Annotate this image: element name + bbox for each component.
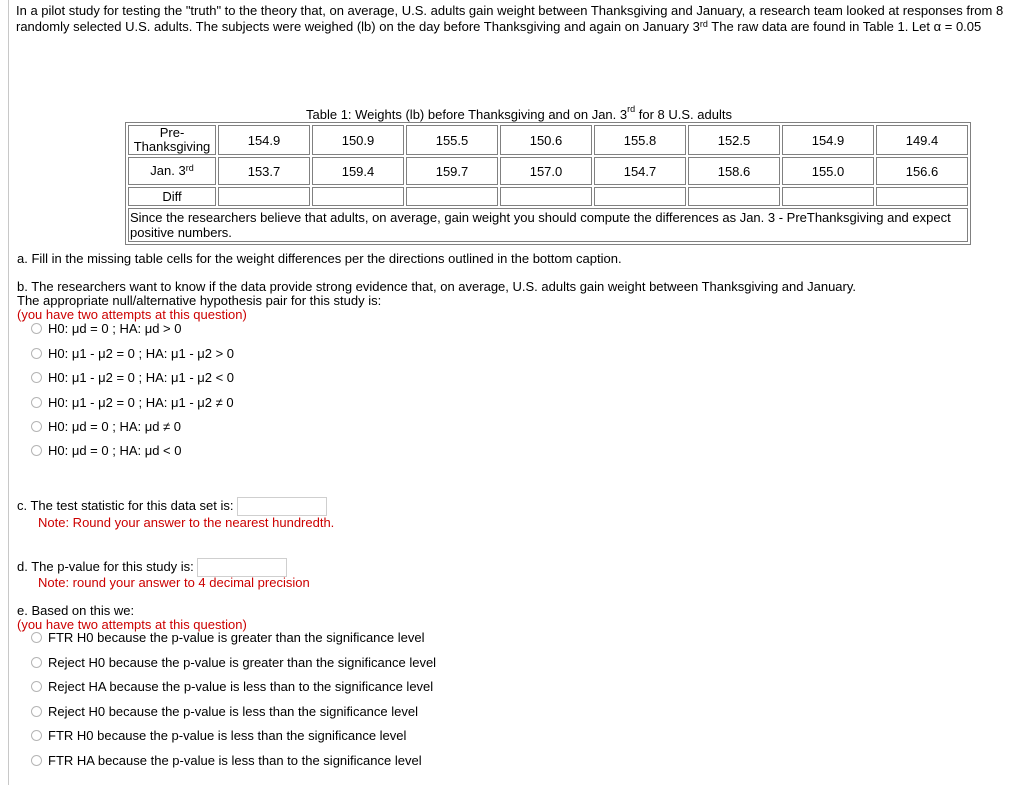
part-c-label: c. The test statistic for this data set is: <box>17 497 234 513</box>
hypothesis-option-4[interactable]: H0: μ1 - μ2 = 0 ; HA: μ1 - μ2 ≠ 0 <box>31 394 234 412</box>
diff-input-cell[interactable] <box>218 187 310 206</box>
table-cell: 158.6 <box>688 157 780 185</box>
table-cell: 159.7 <box>406 157 498 185</box>
table-cell: 149.4 <box>876 125 968 155</box>
table-footer-note: Since the researchers believe that adults, on average, gain weight you should compute the differences as Jan. 3 - PreThanksgiving and expect positive numbers. <box>128 208 968 242</box>
radio-icon[interactable] <box>31 706 42 717</box>
table-row-jan-3 <box>128 157 968 185</box>
radio-icon[interactable] <box>31 632 42 643</box>
table-cell: 159.4 <box>312 157 404 185</box>
table-cell: 154.7 <box>594 157 686 185</box>
table-cell: 155.5 <box>406 125 498 155</box>
hypothesis-option-5[interactable]: H0: μd = 0 ; HA: μd ≠ 0 <box>31 418 181 436</box>
radio-icon[interactable] <box>31 348 42 359</box>
table-caption: Table 1: Weights (lb) before Thanksgiving and on Jan. 3rd for 8 U.S. adults <box>306 104 732 122</box>
radio-icon[interactable] <box>31 397 42 408</box>
part-b-question: b. The researchers want to know if the data provide strong evidence that, on average, U.S. adults gain weight between Thanksgiving and January. <box>17 279 857 294</box>
radio-icon[interactable] <box>31 421 42 432</box>
table-cell: 155.0 <box>782 157 874 185</box>
table-row-pre-thanksgiving <box>128 125 968 155</box>
row-header-jan-3: Jan. 3rd <box>128 157 216 185</box>
problem-intro: In a pilot study for testing the "truth" to the theory that, on average, U.S. adults gain weight between Thanksgiving and January, a research team looked at responses from 8 randomly selected U.S. adults. The subjects were weighed (lb) on the day before Thanksgiving and again on January 3rd The raw data are found in Table 1. Let α = 0.05 <box>16 3 1004 34</box>
part-d-note: Note: round your answer to 4 decimal precision <box>38 575 310 590</box>
part-e-label: e. Based on this we: <box>17 603 135 618</box>
part-a-text: a. Fill in the missing table cells for the weight differences per the directions outlined in the bottom caption. <box>17 251 622 266</box>
radio-icon[interactable] <box>31 657 42 668</box>
table-row-diff <box>128 187 968 206</box>
weights-table <box>125 122 971 245</box>
table-cell: 153.7 <box>218 157 310 185</box>
conclusion-option-3[interactable]: Reject HA because the p-value is less than to the significance level <box>31 678 433 696</box>
diff-input-cell[interactable] <box>876 187 968 206</box>
table-cell: 150.9 <box>312 125 404 155</box>
part-b-attempts: (you have two attempts at this question) <box>17 307 247 322</box>
conclusion-option-1[interactable]: FTR H0 because the p-value is greater than the significance level <box>31 629 424 647</box>
part-c-note: Note: Round your answer to the nearest hundredth. <box>38 515 335 530</box>
radio-icon[interactable] <box>31 323 42 334</box>
row-header-pre-thanksgiving: Pre-Thanksgiving <box>128 125 216 155</box>
conclusion-option-4[interactable]: Reject H0 because the p-value is less than the significance level <box>31 703 418 721</box>
hypothesis-option-3[interactable]: H0: μ1 - μ2 = 0 ; HA: μ1 - μ2 < 0 <box>31 369 234 387</box>
table-footer-row <box>128 208 968 242</box>
diff-input-cell[interactable] <box>312 187 404 206</box>
table-cell: 150.6 <box>500 125 592 155</box>
diff-input-cell[interactable] <box>688 187 780 206</box>
table-cell: 157.0 <box>500 157 592 185</box>
radio-icon[interactable] <box>31 445 42 456</box>
table-cell: 154.9 <box>782 125 874 155</box>
radio-icon[interactable] <box>31 681 42 692</box>
part-c-row <box>17 497 327 516</box>
hypothesis-option-6[interactable]: H0: μd = 0 ; HA: μd < 0 <box>31 442 182 460</box>
conclusion-option-6[interactable]: FTR HA because the p-value is less than to the significance level <box>31 752 422 770</box>
table-cell: 152.5 <box>688 125 780 155</box>
part-e-attempts: (you have two attempts at this question) <box>17 617 247 632</box>
part-b-prompt: The appropriate null/alternative hypothesis pair for this study is: <box>17 293 382 308</box>
radio-icon[interactable] <box>31 730 42 741</box>
hypothesis-option-1[interactable]: H0: μd = 0 ; HA: μd > 0 <box>31 320 182 338</box>
diff-input-cell[interactable] <box>500 187 592 206</box>
diff-input-cell[interactable] <box>406 187 498 206</box>
table-cell: 155.8 <box>594 125 686 155</box>
diff-input-cell[interactable] <box>782 187 874 206</box>
table-cell: 154.9 <box>218 125 310 155</box>
radio-icon[interactable] <box>31 755 42 766</box>
row-header-diff: Diff <box>128 187 216 206</box>
radio-icon[interactable] <box>31 372 42 383</box>
table-cell: 156.6 <box>876 157 968 185</box>
part-d-label: d. The p-value for this study is: <box>17 558 194 574</box>
conclusion-option-5[interactable]: FTR H0 because the p-value is less than the significance level <box>31 727 406 745</box>
test-statistic-input[interactable] <box>237 497 327 516</box>
diff-input-cell[interactable] <box>594 187 686 206</box>
conclusion-option-2[interactable]: Reject H0 because the p-value is greater than the significance level <box>31 654 436 672</box>
hypothesis-option-2[interactable]: H0: μ1 - μ2 = 0 ; HA: μ1 - μ2 > 0 <box>31 345 234 363</box>
